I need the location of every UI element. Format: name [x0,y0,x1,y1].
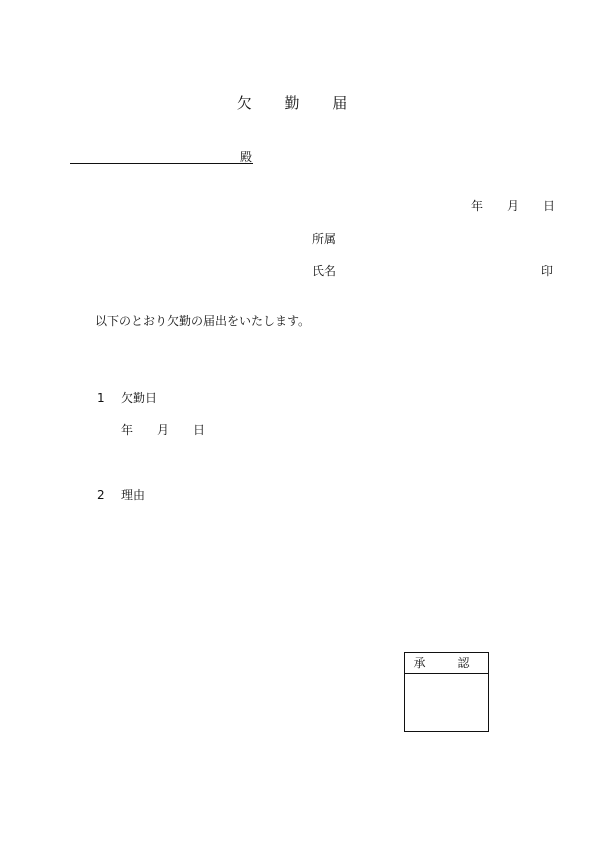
absence-year: 年 [121,423,134,437]
addressee-suffix: 殿 [240,150,253,164]
submission-day: 日 [543,199,556,213]
approval-stamp-area [405,674,488,731]
name-label: 氏名 [312,264,337,278]
approval-label: 承 認 [405,653,488,674]
item-number-absence-date: 1 [97,391,105,405]
submission-month: 月 [507,199,520,213]
approval-box [404,652,489,732]
submission-year: 年 [471,199,484,213]
document-title: 欠 勤 届 [236,94,362,112]
addressee-line [70,163,253,164]
absence-month: 月 [157,423,170,437]
seal-mark: 印 [541,264,554,278]
item-label-absence-date: 欠勤日 [121,391,158,405]
item-label-reason: 理由 [121,488,146,502]
item-number-reason: 2 [97,488,105,502]
affiliation-label: 所属 [312,232,337,246]
absence-day: 日 [193,423,206,437]
intro-text: 以下のとおり欠勤の届出をいたします。 [95,314,311,328]
